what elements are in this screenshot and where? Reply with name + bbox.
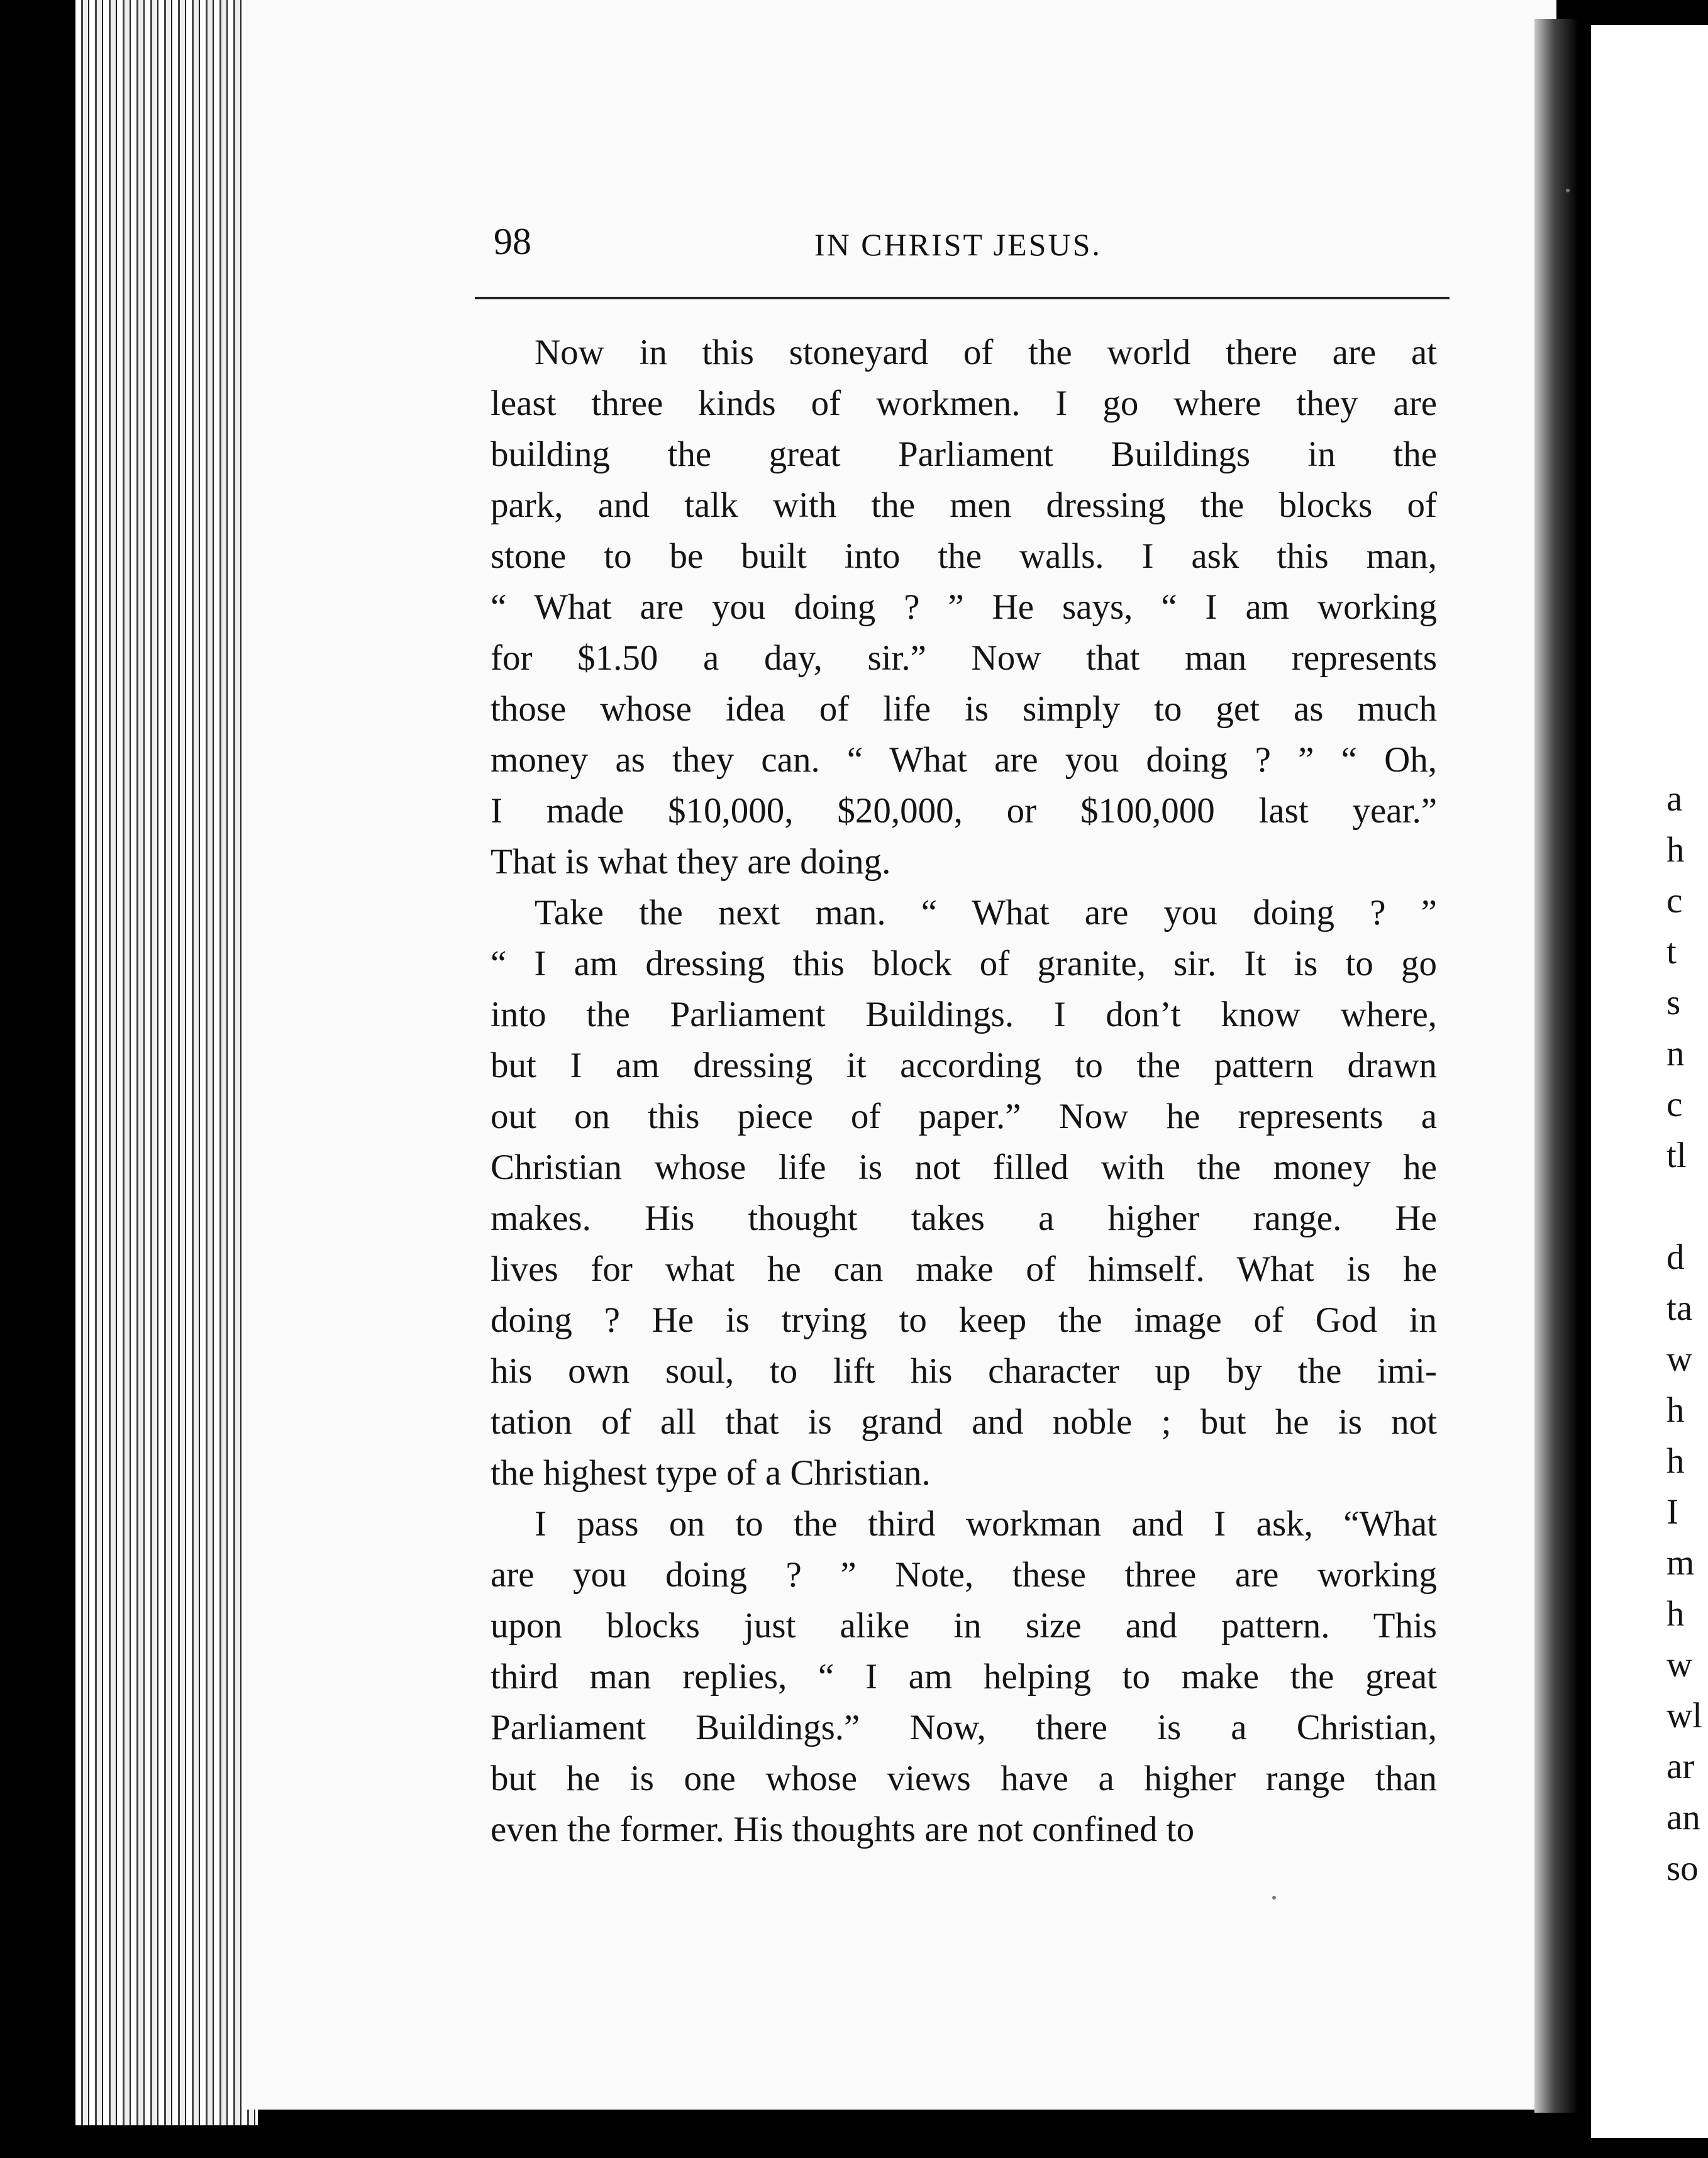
text-line: That is what they are doing. bbox=[491, 842, 891, 882]
facing-page-fragment: tl bbox=[1666, 1136, 1687, 1175]
facing-page-fragment: wl bbox=[1666, 1696, 1702, 1735]
facing-page-fragment: ar bbox=[1666, 1747, 1695, 1786]
facing-page-fragment: n bbox=[1666, 1034, 1685, 1073]
text-line: third man replies, “ I am helping to make the great bbox=[491, 1657, 1437, 1696]
facing-page-fragment: I bbox=[1666, 1492, 1678, 1532]
facing-page-text bbox=[1666, 773, 1708, 1894]
text-line: those whose idea of life is simply to get as much bbox=[491, 689, 1437, 729]
text-line: stone to be built into the walls. I ask this man, bbox=[491, 536, 1437, 576]
text-line: I pass on to the third workman and I ask, “What bbox=[535, 1504, 1437, 1544]
facing-page-fragment: h bbox=[1666, 1594, 1685, 1634]
text-line: out on this piece of paper.” Now he represents a bbox=[491, 1097, 1437, 1136]
body-text bbox=[491, 327, 1437, 1855]
facing-page-fragment: s bbox=[1666, 983, 1681, 1022]
text-line: building the great Parliament Buildings in the bbox=[491, 434, 1437, 474]
paper-speck bbox=[1272, 1896, 1276, 1900]
book-gutter bbox=[1534, 19, 1578, 2113]
text-line: money as they can. “ What are you doing ? ” “ Oh, bbox=[491, 740, 1437, 780]
text-line: but I am dressing it according to the pattern drawn bbox=[491, 1046, 1437, 1085]
facing-page-fragment: so bbox=[1666, 1849, 1699, 1888]
text-line: “ What are you doing ? ” He says, “ I am working bbox=[491, 587, 1437, 627]
facing-page-fragment: m bbox=[1666, 1543, 1695, 1583]
facing-page-fragment: t bbox=[1666, 932, 1677, 971]
text-line: “ I am dressing this block of granite, sir. It is to go bbox=[491, 944, 1437, 983]
text-line: are you doing ? ” Note, these three are working bbox=[491, 1555, 1437, 1595]
facing-page-fragment: c bbox=[1666, 1085, 1683, 1124]
text-line: his own soul, to lift his character up by the imi- bbox=[491, 1351, 1437, 1391]
facing-page-fragment: h bbox=[1666, 1441, 1685, 1481]
text-line: into the Parliament Buildings. I don’t know where, bbox=[491, 995, 1437, 1034]
facing-page-fragment: w bbox=[1666, 1339, 1693, 1379]
text-line: upon blocks just alike in size and pattern. This bbox=[491, 1606, 1437, 1646]
text-line: lives for what he can make of himself. What is he bbox=[491, 1249, 1437, 1289]
text-line: park, and talk with the men dressing the blocks of bbox=[491, 485, 1437, 525]
facing-page-fragment: d bbox=[1666, 1237, 1685, 1277]
text-line: for $1.50 a day, sir.” Now that man represents bbox=[491, 638, 1437, 678]
text-line: but he is one whose views have a higher range than bbox=[491, 1759, 1437, 1798]
text-line: Now in this stoneyard of the world there are at bbox=[535, 333, 1437, 372]
text-line: Take the next man. “ What are you doing ? ” bbox=[535, 893, 1437, 932]
running-header bbox=[494, 220, 1437, 277]
facing-page-fragment: c bbox=[1666, 881, 1683, 921]
facing-page-fragment bbox=[1666, 1181, 1708, 1232]
header-rule bbox=[475, 297, 1450, 299]
text-line: I made $10,000, $20,000, or $100,000 last year.” bbox=[491, 791, 1437, 831]
text-line: least three kinds of workmen. I go where they are bbox=[491, 384, 1437, 423]
facing-page-fragment: a bbox=[1666, 779, 1683, 819]
text-line: Christian whose life is not filled with the money he bbox=[491, 1148, 1437, 1187]
page-edge-stack bbox=[75, 0, 258, 2125]
facing-page-fragment: w bbox=[1666, 1645, 1693, 1685]
text-line: even the former. His thoughts are not confined to bbox=[491, 1810, 1195, 1849]
page-number: 98 bbox=[494, 221, 531, 262]
facing-page-fragment: h bbox=[1666, 1390, 1685, 1430]
facing-page-fragment: ta bbox=[1666, 1288, 1693, 1328]
text-line: tation of all that is grand and noble ; but he is not bbox=[491, 1402, 1437, 1442]
text-line: Parliament Buildings.” Now, there is a Christian, bbox=[491, 1708, 1437, 1747]
text-line: doing ? He is trying to keep the image of God in bbox=[491, 1300, 1437, 1340]
facing-page-fragment: h bbox=[1666, 830, 1685, 870]
paper-speck bbox=[1566, 189, 1570, 192]
running-title: IN CHRIST JESUS. bbox=[814, 227, 1102, 262]
facing-page-fragment: an bbox=[1666, 1798, 1700, 1837]
text-line: makes. His thought takes a higher range. He bbox=[491, 1198, 1437, 1238]
text-line: the highest type of a Christian. bbox=[491, 1453, 931, 1493]
